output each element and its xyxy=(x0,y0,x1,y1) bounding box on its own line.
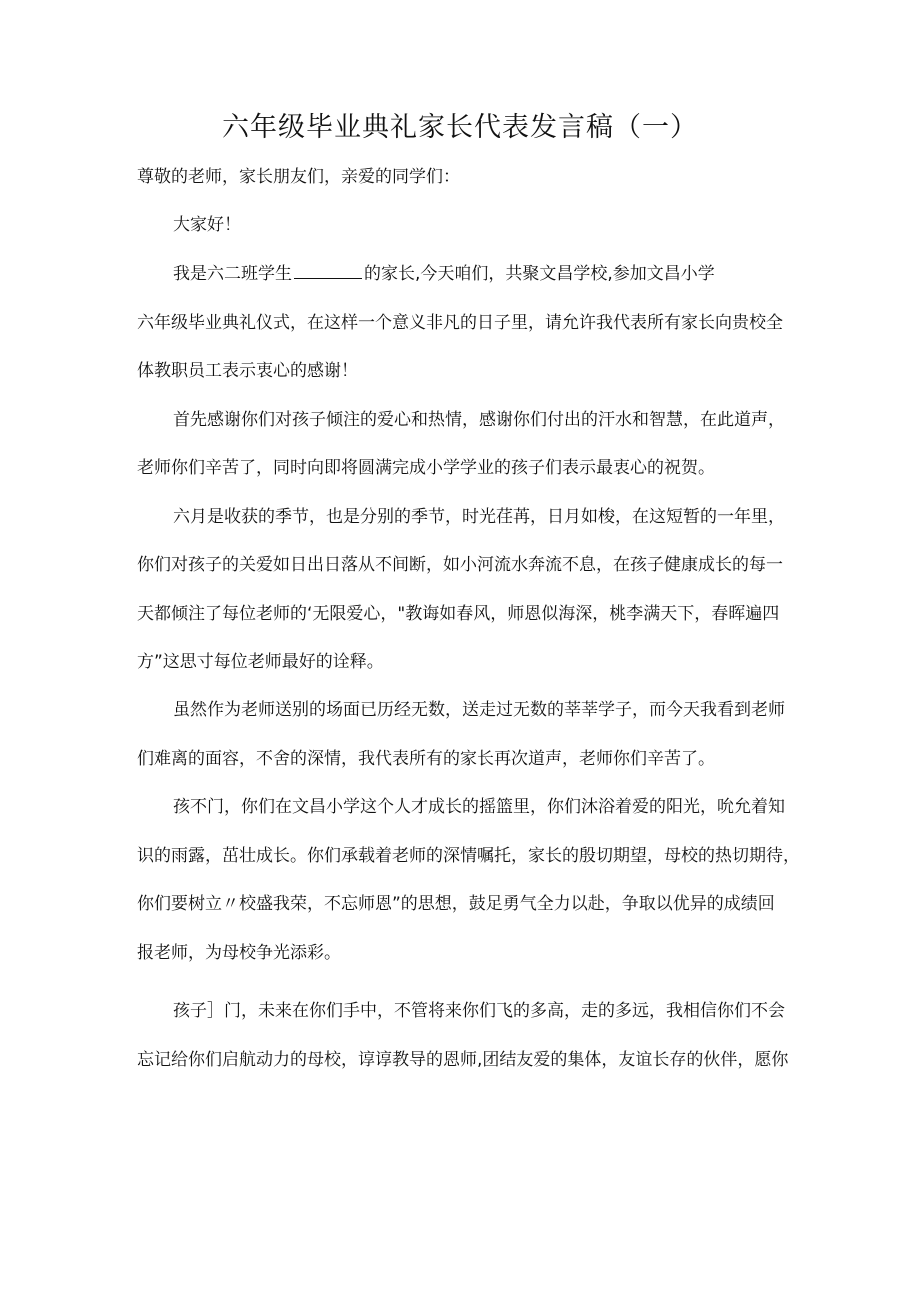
paragraph-5-line-3: 你们要树立〃校盛我荣，不忘师恩”的思想，鼓足勇气全力以赴，争取以优异的成绩回 xyxy=(137,894,775,914)
paragraph-5-line-1: 孩不门，你们在文昌小学这个人才成长的摇篮里，你们沐浴着爱的阳光，吮允着知 xyxy=(173,797,785,817)
greeting: 大家好！ xyxy=(173,215,241,235)
paragraph-2-line-2: 老师你们辛苦了，同时向即将圆满完成小学学业的孩子们表示最衷心的祝贺。 xyxy=(137,458,715,478)
p1-before-blank: 我是六二班学生 xyxy=(173,264,292,284)
paragraph-5-line-4: 报老师，为母校争光添彩。 xyxy=(137,943,341,963)
paragraph-3-line-1: 六月是收获的季节，也是分别的季节，时光荏苒，日月如梭，在这短暂的一年里， xyxy=(173,507,785,527)
paragraph-6-line-2: 忘记给你们启航动力的母校，谆谆教导的恩师,团结友爱的集体，友谊长存的伙伴，愿你 xyxy=(137,1050,789,1070)
paragraph-4-line-2: 们难离的面容，不舍的深情，我代表所有的家长再次道声，老师你们辛苦了。 xyxy=(137,749,715,769)
paragraph-1-line-3: 体教职员工表示衷心的感谢！ xyxy=(137,361,358,381)
paragraph-1-line-2: 六年级毕业典礼仪式，在这样一个意义非凡的日子里，请允许我代表所有家长向贵校全 xyxy=(137,313,783,333)
paragraph-5-line-2: 识的雨露，茁壮成长。你们承载着老师的深情嘱托，家长的殷切期望，母校的热切期待， xyxy=(137,846,800,866)
paragraph-4-line-1: 虽然作为老师送别的场面已历经无数，送走过无数的莘莘学子，而今天我看到老师 xyxy=(173,700,785,720)
paragraph-3-line-4: 方”这思寸每位老师最好的诠释。 xyxy=(137,652,384,672)
name-blank xyxy=(294,262,362,279)
paragraph-1-line-1 xyxy=(173,262,715,286)
paragraph-3-line-3: 天都倾注了每位老师的‘无限爱心，"教诲如春风，师恩似海深，桃李满天下，春晖遍四 xyxy=(137,604,780,624)
salutation: 尊敬的老师，家长朋友们，亲爱的同学们： xyxy=(137,167,460,187)
paragraph-6-line-1: 孩子］门，未来在你们手中，不管将来你们飞的多高，走的多远，我相信你们不会 xyxy=(173,1001,785,1021)
p1-after-blank: 的家长,今天咱们，共聚文昌学校,参加文昌小学 xyxy=(364,264,715,284)
paragraph-3-line-2: 你们对孩子的关爱如日出日落从不间断，如小河流水奔流不息，在孩子健康成长的每一 xyxy=(137,555,783,575)
document-title: 六年级毕业典礼家长代表发言稿（一） xyxy=(222,112,698,143)
paragraph-2-line-1: 首先感谢你们对孩子倾注的爱心和热情，感谢你们付出的汗水和智慧，在此道声， xyxy=(173,410,785,430)
